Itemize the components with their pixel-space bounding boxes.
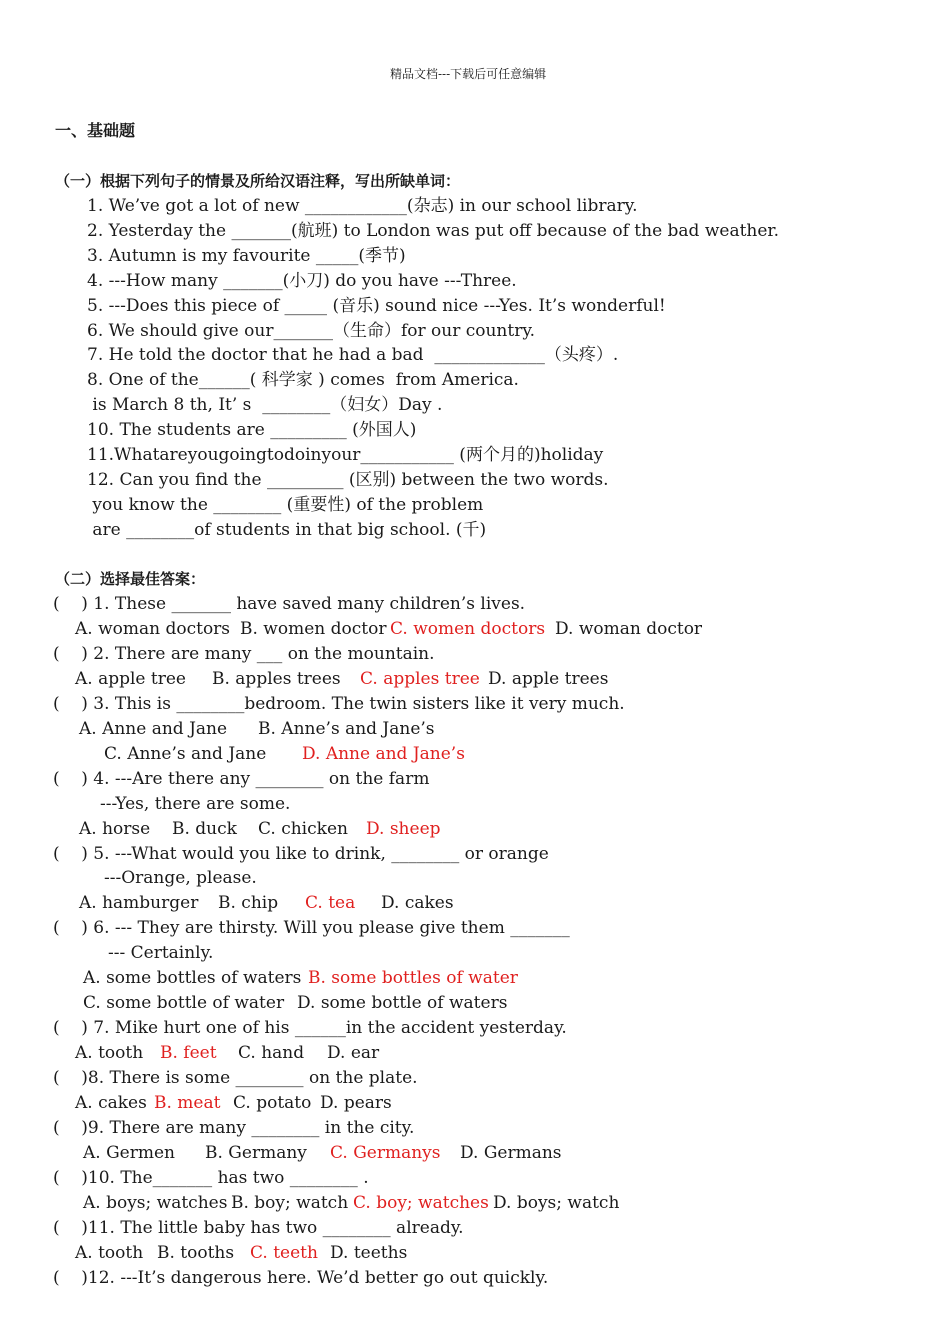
answer-option: D. boys; watch xyxy=(493,1193,620,1213)
answer-option: C. Anne’s and Jane xyxy=(104,744,267,764)
answer-option-correct: B. some bottles of water xyxy=(308,968,518,988)
answer-option-correct: D. Anne and Jane’s xyxy=(302,744,465,764)
answer-option: A. horse xyxy=(79,819,151,839)
answer-option-correct: C. apples tree xyxy=(360,669,480,689)
question-stem: ( ) 3. This is ________bedroom. The twin sisters like it very much. xyxy=(53,694,625,714)
fill-item: 2. Yesterday the _______(航班) to London was put off because of the bad weather. xyxy=(87,221,780,241)
question-stem: ( ) 4. ---Are there any ________ on the farm xyxy=(53,769,430,789)
answer-option: D. cakes xyxy=(381,893,454,913)
fill-item: 10. The students are _________ (外国人) xyxy=(87,420,417,440)
fill-item: 4. ---How many _______(小刀) do you have ---Three. xyxy=(87,271,517,291)
fill-item: 3. Autumn is my favourite _____(季节) xyxy=(87,246,406,266)
answer-option: A. some bottles of waters xyxy=(83,968,302,988)
answer-option: A. Anne and Jane xyxy=(79,719,228,739)
answer-option: B. tooths xyxy=(157,1243,235,1263)
part1-title: （一）根据下列句子的情景及所给汉语注释，写出所缺单词： xyxy=(55,172,461,190)
fill-item: are ________of students in that big school. (千) xyxy=(87,520,487,540)
answer-option-correct: C. Germanys xyxy=(330,1143,441,1163)
question-stem: ---Yes, there are some. xyxy=(100,794,291,814)
fill-item: is March 8 th, It’ s ________（妇女）Day . xyxy=(87,395,443,415)
section-title: 一、基础题 xyxy=(55,121,136,140)
answer-option: D. woman doctor xyxy=(555,619,703,639)
question-stem: ( )8. There is some ________ on the plate. xyxy=(53,1068,418,1088)
answer-option: C. some bottle of water xyxy=(83,993,285,1013)
answer-option: B. women doctor xyxy=(240,619,387,639)
answer-option: D. pears xyxy=(320,1093,392,1113)
answer-option: C. hand xyxy=(238,1043,305,1063)
answer-option: B. apples trees xyxy=(212,669,341,689)
fill-item: you know the ________ (重要性) of the problem xyxy=(87,495,484,515)
answer-option: B. Germany xyxy=(205,1143,307,1163)
answer-option-correct: C. tea xyxy=(305,893,356,913)
fill-item: 1. We’ve got a lot of new ____________(杂志) in our school library. xyxy=(87,196,638,216)
question-stem: ( ) 5. ---What would you like to drink, ________ or orange xyxy=(53,844,549,864)
fill-item: 5. ---Does this piece of _____ (音乐) sound nice ---Yes. It’s wonderful! xyxy=(87,296,666,316)
question-stem: ( ) 2. There are many ___ on the mountain. xyxy=(53,644,435,664)
fill-item: 12. Can you find the _________ (区别) between the two words. xyxy=(87,470,609,490)
answer-option: C. potato xyxy=(233,1093,312,1113)
answer-option: B. boy; watch xyxy=(231,1193,349,1213)
question-stem: ( )10. The_______ has two ________ . xyxy=(53,1168,369,1188)
answer-option: A. tooth xyxy=(75,1243,144,1263)
part2-title: （二）选择最佳答案： xyxy=(55,570,206,588)
answer-option: D. apple trees xyxy=(488,669,609,689)
answer-option-correct: B. feet xyxy=(160,1043,217,1063)
question-stem: ( ) 7. Mike hurt one of his ______in the accident yesterday. xyxy=(53,1018,567,1038)
answer-option: D. ear xyxy=(327,1043,380,1063)
answer-option: B. chip xyxy=(218,893,279,913)
question-stem: ( )9. There are many ________ in the city. xyxy=(53,1118,415,1138)
answer-option: A. tooth xyxy=(75,1043,144,1063)
answer-option: C. chicken xyxy=(258,819,348,839)
question-stem: ( )11. The little baby has two ________ already. xyxy=(53,1218,464,1238)
question-stem: --- Certainly. xyxy=(108,943,214,963)
question-stem: ---Orange, please. xyxy=(104,868,257,888)
question-stem: ( ) 1. These _______ have saved many children’s lives. xyxy=(53,594,526,614)
answer-option-correct: C. boy; watches xyxy=(353,1193,489,1213)
fill-item: 11.Whatareyougoingtodoinyour___________ (两个月的)holiday xyxy=(87,445,604,465)
answer-option-correct: B. meat xyxy=(154,1093,221,1113)
page-header: 精品文档---下载后可任意编辑 xyxy=(390,67,547,81)
answer-option: A. Germen xyxy=(83,1143,175,1163)
answer-option: B. duck xyxy=(172,819,237,839)
fill-item: 7. He told the doctor that he had a bad _____________（头疼）. xyxy=(87,345,619,365)
answer-option: B. Anne’s and Jane’s xyxy=(258,719,435,739)
answer-option: A. apple tree xyxy=(75,669,186,689)
answer-option: D. some bottle of waters xyxy=(297,993,508,1013)
answer-option: A. hamburger xyxy=(79,893,199,913)
answer-option: A. woman doctors xyxy=(75,619,231,639)
question-stem: ( ) 6. --- They are thirsty. Will you please give them _______ xyxy=(53,918,570,938)
answer-option: D. Germans xyxy=(460,1143,562,1163)
fill-item: 6. We should give our_______（生命）for our country. xyxy=(87,321,536,341)
answer-option-correct: D. sheep xyxy=(366,819,441,839)
question-stem: ( )12. ---It’s dangerous here. We’d better go out quickly. xyxy=(53,1268,549,1288)
answer-option: A. cakes xyxy=(75,1093,147,1113)
answer-option: A. boys; watches xyxy=(83,1193,228,1213)
fill-item: 8. One of the______( 科学家 ) comes from America. xyxy=(87,370,519,390)
answer-option: D. teeths xyxy=(330,1243,408,1263)
answer-option-correct: C. women doctors xyxy=(390,619,546,639)
answer-option-correct: C. teeth xyxy=(250,1243,318,1263)
